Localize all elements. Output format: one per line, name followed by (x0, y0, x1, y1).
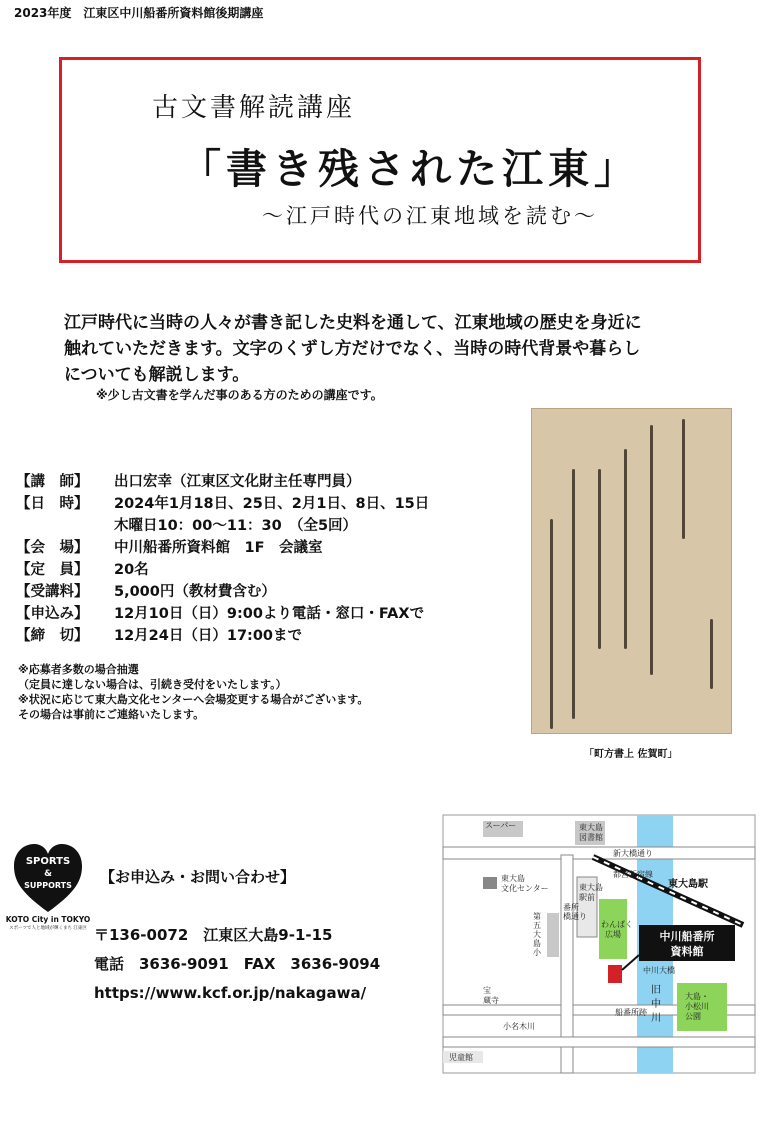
course-subtitle: 〜江戸時代の江東地域を読む〜 (262, 204, 598, 228)
svg-text:広場: 広場 (605, 930, 621, 939)
detail-label: 【締 切】 (16, 628, 89, 644)
svg-text:大: 大 (533, 930, 541, 939)
detail-row-venue (16, 537, 429, 559)
detail-row-fee (16, 581, 429, 603)
svg-text:宝: 宝 (483, 986, 491, 995)
svg-text:船番所跡: 船番所跡 (615, 1008, 647, 1017)
svg-text:番所: 番所 (563, 903, 579, 912)
svg-text:川: 川 (651, 1013, 661, 1024)
svg-text:五: 五 (533, 921, 541, 930)
svg-text:中川船番所: 中川船番所 (659, 930, 715, 943)
svg-text:駅前: 駅前 (579, 893, 595, 902)
svg-text:東大島: 東大島 (579, 883, 603, 892)
course-category-title: 古文書解読講座 (152, 93, 356, 123)
notes (18, 662, 368, 722)
note-line: ※状況に応じて東大島文化センターへ会場変更する場合がございます。 (18, 693, 369, 706)
svg-text:小名木川: 小名木川 (503, 1022, 535, 1031)
logo-city: KOTO City in TOKYO (5, 915, 91, 924)
detail-value: 20名 (114, 562, 149, 578)
detail-row-deadline (16, 625, 429, 647)
title-frame (59, 57, 701, 263)
svg-text:大島・: 大島・ (685, 992, 709, 1001)
intro-line: 触れていただきます。文字のくずし方だけでなく、当時の時代背景や暮らし (64, 339, 641, 359)
museum-marker (608, 965, 622, 983)
detail-row-time (16, 515, 429, 537)
note-line: （定員に達しない場合は、引続き受付をいたします。） (18, 678, 287, 691)
note-line: ※応募者多数の場合抽選 (18, 663, 139, 676)
note-line: その場合は事前にご連絡いたします。 (18, 708, 205, 721)
detail-value: 中川船番所資料館 1F 会議室 (114, 540, 323, 556)
svg-text:第: 第 (533, 912, 541, 921)
intro-line: についても解説します。 (64, 365, 250, 385)
svg-text:文化センター: 文化センター (501, 884, 549, 893)
access-map (443, 815, 755, 1073)
document-photo (531, 408, 732, 734)
school-building (547, 913, 559, 957)
detail-label (16, 515, 114, 537)
svg-text:蔵寺: 蔵寺 (483, 996, 499, 1005)
detail-label: 【会 場】 (16, 540, 89, 556)
sports-supports-logo (5, 840, 91, 931)
logo-text: SPORTS (25, 856, 71, 867)
detail-value: 出口宏幸（江東区文化財主任専門員） (114, 474, 361, 490)
svg-text:資料館: 資料館 (670, 945, 704, 958)
svg-text:公園: 公園 (685, 1012, 701, 1021)
detail-row-datetime (16, 493, 429, 515)
svg-text:小松川: 小松川 (685, 1002, 709, 1011)
contact-phone: 電話 3636-9091 FAX 3636-9094 (94, 955, 381, 973)
detail-value: 2024年1月18日、25日、2月1日、8日、15日 (114, 496, 430, 512)
detail-row-lecturer (16, 471, 429, 493)
svg-text:新大橋通り: 新大橋通り (613, 849, 653, 858)
svg-text:東大島: 東大島 (501, 874, 525, 883)
svg-text:中川大橋: 中川大橋 (643, 966, 675, 975)
svg-text:中: 中 (651, 999, 661, 1010)
wanpaku-park (599, 899, 627, 959)
detail-label: 【定 員】 (16, 562, 89, 578)
contact-heading: 【お申込み・お問い合わせ】 (100, 868, 296, 886)
contact-info (94, 921, 380, 1008)
intro-text (64, 310, 724, 388)
svg-text:旧: 旧 (651, 985, 661, 996)
svg-text:東大島: 東大島 (579, 823, 603, 832)
svg-text:東大島駅: 東大島駅 (668, 879, 708, 890)
detail-value: 12月24日（日）17:00まで (114, 628, 303, 644)
svg-text:小: 小 (533, 948, 541, 957)
detail-value: 12月10日（日）9:00より電話・窓口・FAXで (114, 606, 425, 622)
svg-text:図書館: 図書館 (579, 833, 603, 842)
intro-line: 江戸時代に当時の人々が書き記した史料を通して、江東地域の歴史を身近に (64, 313, 642, 333)
detail-row-capacity (16, 559, 429, 581)
course-main-title: 「書き残された江東」 (180, 145, 640, 193)
svg-text:スーパー: スーパー (485, 821, 517, 830)
logo-text: SUPPORTS (24, 881, 72, 890)
course-details (16, 471, 429, 647)
contact-address: 〒136-0072 江東区大島9-1-15 (94, 926, 333, 944)
svg-text:都営新宿線: 都営新宿線 (613, 870, 653, 879)
logo-text: & (44, 869, 52, 879)
svg-text:わんぱく: わんぱく (601, 920, 633, 929)
detail-label: 【講 師】 (16, 474, 89, 490)
detail-value: 木曜日10：00〜11：30 （全5回） (114, 518, 358, 534)
detail-label: 【受講料】 (16, 584, 89, 600)
svg-text:島: 島 (533, 939, 541, 948)
svg-text:橋通り: 橋通り (563, 912, 587, 921)
intro-note: ※少し古文書を学んだ事のある方のための講座です。 (96, 388, 383, 402)
detail-row-application (16, 603, 429, 625)
detail-label: 【日 時】 (16, 496, 89, 512)
header-year-title: 2023年度 江東区中川船番所資料館後期講座 (14, 6, 264, 20)
detail-label: 【申込み】 (16, 606, 89, 622)
photo-caption: 「町方書上 佐賀町」 (584, 749, 678, 760)
svg-text:児童館: 児童館 (449, 1053, 473, 1062)
contact-url[interactable]: https://www.kcf.or.jp/nakagawa/ (94, 984, 367, 1002)
logo-tagline: スポーツで人と地域が輝くまち 江東区 (9, 926, 87, 931)
detail-value: 5,000円（教材費含む） (114, 584, 276, 600)
